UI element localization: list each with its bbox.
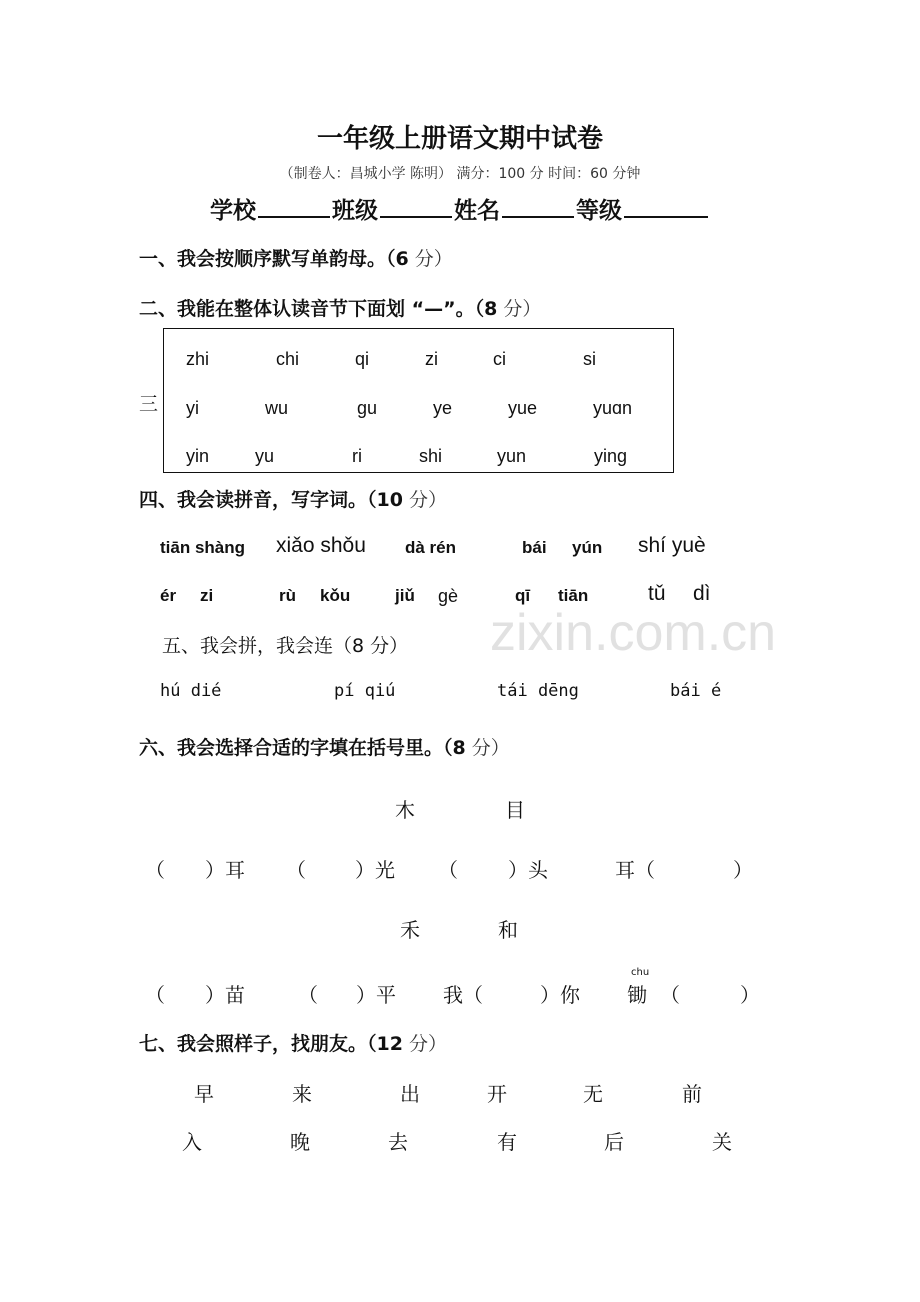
section-4-points: 10 [376,489,403,511]
section-1-heading [139,244,453,271]
name-label: 姓名 [454,198,500,224]
syllable: yu [255,446,275,466]
school-blank [258,194,330,218]
syllable: wu [265,398,289,418]
section-6-unit: 分） [465,737,510,759]
student-info-line [0,192,920,225]
syllable: chi [276,349,300,369]
pinyin-word: shí yuè [638,534,706,557]
section-2-unit: 分） [497,298,542,320]
section-7-unit: 分） [402,1033,448,1055]
ruby-annotation: chu [631,967,650,978]
fill-blank-text: 我（ [443,983,483,1007]
pinyin-word: tiān shànɡ [160,538,246,557]
syllable: ci [493,349,506,369]
fill-bracket: （ [660,983,680,1007]
pinyin-match-item: hú dié [160,681,222,701]
match-char: 出 [400,1082,420,1106]
pinyin-word: qī [515,586,531,605]
fill-bracket: （ [145,858,165,882]
fill-blank-text: ）耳 [205,858,245,882]
fill-bracket: （ [298,983,318,1007]
pinyin-word: gè [438,586,459,606]
syllable: ri [352,446,362,466]
fill-blank-text: 锄 [627,983,647,1007]
section-6-heading [139,733,510,760]
choice-char: 禾 [400,918,420,942]
match-char: 关 [712,1130,732,1154]
syllable: ye [433,398,453,418]
section-7-points: 12 [376,1033,403,1055]
syllable: qi [355,349,370,369]
syllable: shi [419,446,443,466]
fill-blank-text: 耳（ [615,858,655,882]
syllable: yun [497,446,527,466]
fill-bracket: ） [733,858,753,882]
watermark: zixin.com.cn [490,604,777,662]
match-char: 去 [388,1130,408,1154]
section-7-label: 七、我会照样子，找朋友。（ [139,1033,377,1055]
syllable: yue [508,398,538,418]
pinyin-word: ér [160,586,177,605]
fill-blank-text: ）你 [540,983,580,1007]
fill-bracket: ） [740,983,760,1007]
page-title: 一年级上册语文期中试卷 [316,124,603,154]
match-char: 早 [194,1082,214,1106]
match-char: 后 [604,1130,624,1154]
pinyin-word: tiān [558,586,589,605]
syllable: yin [186,446,210,466]
syllable: yi [186,398,199,418]
page-subtitle: （制卷人：昌城小学 陈明） 满分：100 分 时间：60 分钟 [279,166,641,182]
fill-blank-text: ）苗 [205,983,245,1007]
pinyin-word: kǒu [320,586,351,605]
section-4-label: 四、我会读拼音，写字词。（ [139,489,377,511]
fill-bracket: （ [145,983,165,1007]
section-2-label: 二、我能在整体认读音节下面划 “—”。（ [139,298,485,320]
syllable: yinɡ [594,446,628,466]
section-2-heading [139,294,541,321]
match-char: 前 [682,1082,702,1106]
match-char: 开 [487,1082,507,1106]
match-char: 晚 [290,1130,310,1154]
pinyin-word: jiǔ [395,586,415,605]
pinyin-word: bái [522,538,547,557]
choice-char: 木 [395,798,415,822]
section-6-label: 六、我会选择合适的字填在括号里。（ [139,737,453,759]
school-label: 学校 [210,198,256,224]
pinyin-word: xiǎo shǒu [276,534,366,557]
pinyin-match-item: tái dēng [497,681,579,701]
match-char: 有 [497,1130,517,1154]
syllable: zi [425,349,438,369]
syllable: si [583,349,596,369]
pinyin-word: yún [572,538,603,557]
section-1-points: 6 [395,248,409,270]
section-4-heading [139,485,447,512]
syllable: ɡu [357,398,378,418]
section-1-unit: 分） [408,248,453,270]
section-7-heading [139,1029,447,1056]
syllable: zhi [186,349,210,369]
syllable: yuɑn [593,398,633,418]
class-blank [380,194,452,218]
fill-bracket: （ [286,858,306,882]
pinyin-word: dà rén [405,538,457,557]
section-5-heading: 五、我会拼，我会连（8 分） [162,635,409,657]
section-6-points: 8 [452,737,466,759]
fill-bracket: （ [438,858,458,882]
pinyin-word: tǔ [648,582,666,605]
match-char: 无 [583,1082,603,1106]
name-blank [502,194,574,218]
choice-char: 和 [498,918,518,942]
section-3-prefix: 三 [139,393,159,415]
pinyin-word: dì [693,582,711,605]
match-char: 入 [182,1130,202,1154]
section-1-label: 一、我会按顺序默写单韵母。（ [139,248,396,270]
pinyin-word: rù [279,586,296,605]
pinyin-word: zi [200,586,214,605]
section-4-unit: 分） [402,489,448,511]
pinyin-match-item: pí qiú [334,681,396,701]
choice-char: 目 [505,798,525,822]
class-label: 班级 [332,198,378,224]
fill-blank-text: ）头 [508,858,548,882]
fill-blank-text: ）光 [355,858,395,882]
match-char: 来 [292,1082,312,1106]
grade-label: 等级 [576,198,622,224]
pinyin-match-item: bái é [670,681,722,701]
grade-blank [624,194,708,218]
section-2-points: 8 [484,298,498,320]
fill-blank-text: ）平 [356,983,396,1007]
